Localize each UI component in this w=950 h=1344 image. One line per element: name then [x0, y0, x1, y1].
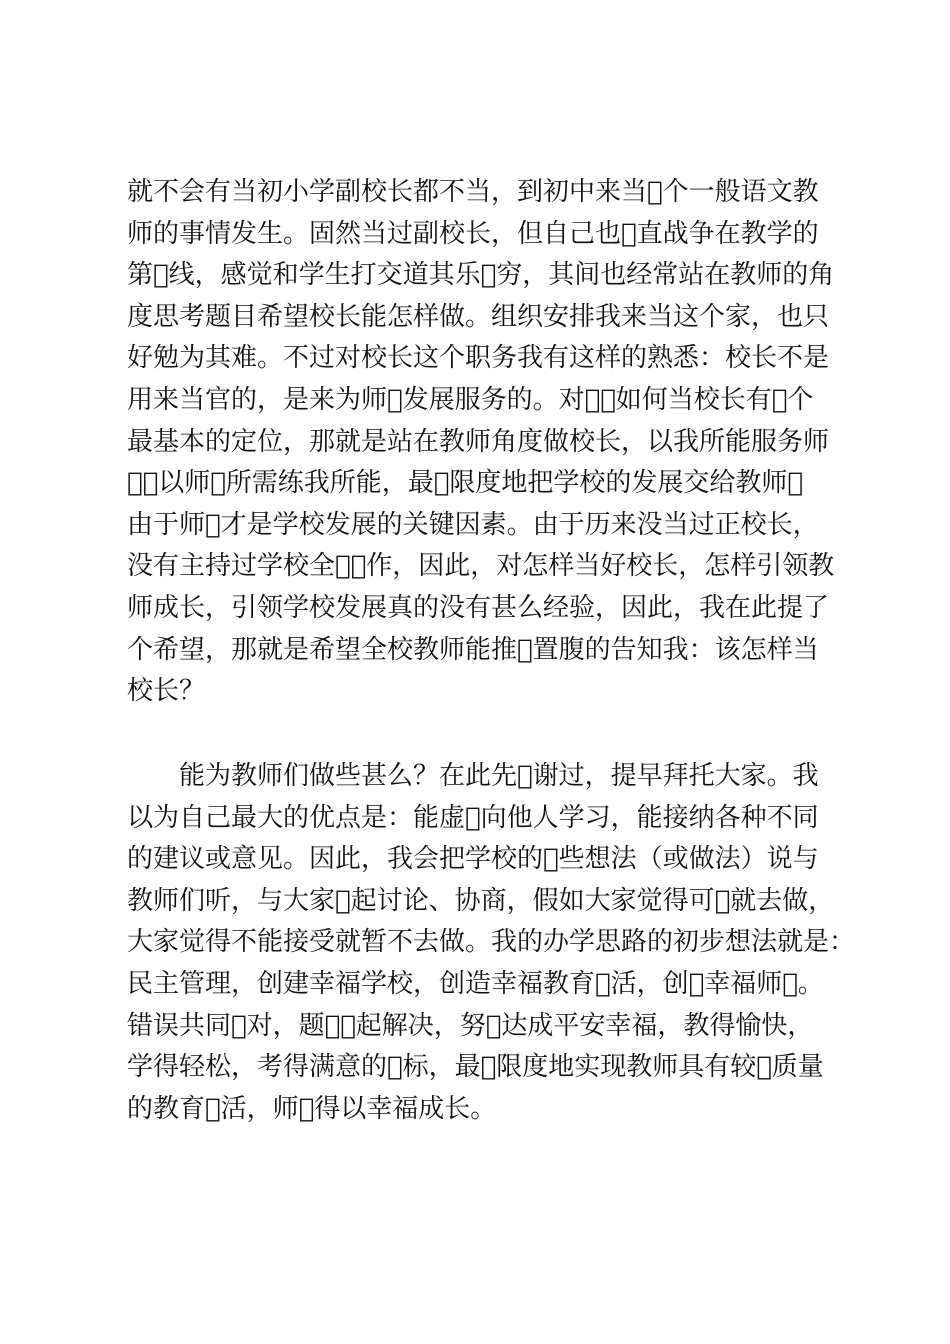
- text-line: 师成长，引领学校发展真的没有甚么经验，因此，我在此提了: [127, 592, 830, 623]
- text-line: 用来当官的，是来为师󰀁发展服务的。对󰀁󰀁如何当校长有󰀁个: [127, 384, 814, 415]
- text-line: 就不会有当初小学副校长都不当，到初中来当󰀁个一般语文教: [127, 177, 819, 207]
- text-line: 师的事情发生。固然当过副校长，但自己也󰀁直战争在教学的: [127, 218, 819, 249]
- text-line: 没有主持过学校全󰀁󰀁作，因此，对怎样当好校长，怎样引领教: [127, 551, 835, 582]
- paragraph-1: [127, 172, 847, 713]
- text-line: 民主管理，创建幸福学校，创造幸福教育󰀁活，创󰀁幸福师󰀁。: [127, 968, 824, 999]
- text-line: 的建议或意见。因此，我会把学校的󰀁些想法（或做法）说与: [127, 844, 819, 875]
- text-line: 第󰀁线，感觉和学生打交道其乐󰀁穷，其间也经常站在教师的角: [127, 260, 835, 291]
- text-line: 的教育󰀁活，师󰀁得以幸福成长。: [127, 1093, 497, 1124]
- text-line: 错误共同󰀁对，题󰀁󰀁起解决，努󰀁达成平安幸福，教得愉快，: [127, 1010, 814, 1041]
- text-line: 学得轻松，考得满意的󰀁标，最󰀁限度地实现教师具有较󰀁质量: [127, 1052, 824, 1083]
- text-line: 能为教师们做些甚么？在此先󰀁谢过，提早拜托大家。我: [127, 761, 819, 791]
- text-line: 󰀁，以师󰀁所需练我所能，最󰀁限度地把学校的发展交给教师󰀁: [127, 468, 804, 499]
- text-line: 个希望，那就是希望全校教师能推󰀁置腹的告知我：该怎样当: [127, 634, 819, 665]
- text-line: 以为自己最大的优点是：能虚󰀁向他人学习，能接纳各种不同: [127, 802, 819, 833]
- text-line: 最基本的定位，那就是站在教师角度做校长，以我所能服务师: [127, 426, 830, 457]
- text-line: 好勉为其难。不过对校长这个职务我有这样的熟悉：校长不是: [127, 343, 830, 374]
- paragraph-2: [127, 756, 856, 1130]
- text-line: 大家觉得不能接受就暂不去做。我的办学思路的初步想法就是：: [127, 927, 856, 958]
- text-line: 教师们听，与大家󰀁起讨论、协商，假如大家觉得可󰀁就去做，: [127, 885, 835, 916]
- text-line: 校长？: [127, 676, 206, 707]
- text-line: 由于师󰀁才是学校发展的关键因素。由于历来没当过正校长，: [127, 509, 819, 540]
- text-line: 度思考题目希望校长能怎样做。组织安排我来当这个家，也只: [127, 301, 830, 332]
